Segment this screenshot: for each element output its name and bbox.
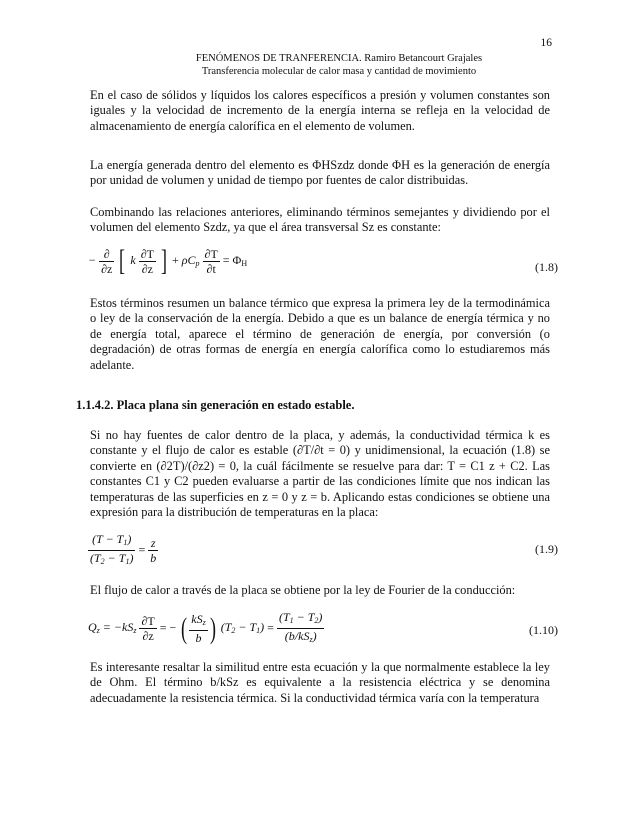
running-header: [0, 52, 638, 78]
equation-number: (1.9): [535, 542, 558, 556]
header-line-2: Transferencia molecular de calor masa y cantidad de movimiento: [201, 66, 477, 77]
paragraph-1: En el caso de sólidos y líquidos los calores específicos a presión y volumen constantes son iguales y la velocidad de incremento de la energía interna se refleja en la velocidad de almacenamiento de energía calorífica en el elemento de volumen.: [90, 88, 550, 133]
equation-1-9: $\frac{(T - T_1)}{(T_2 - T_1)}$ = $\frac{z}{b}$ (1.9): [90, 532, 558, 566]
paragraph-6: El flujo de calor a través de la placa se obtiene por la ley de Fourier de la conducción:: [90, 583, 516, 597]
page-number: 16: [540, 37, 552, 49]
equation-number: (1.8): [535, 260, 558, 274]
equation-1-8: − $\frac{\partial}{\partial z}$ [ k $\frac{\partial T}{\partial z}$ ] + $\rho C_p$ $\frac{\partial T}{\partial t}$ = $\Phi_H$ (1.8): [88, 244, 558, 277]
paragraph-5: Si no hay fuentes de calor dentro de la placa, y además, la conductividad térmica k es constante y el flujo de calor es estable (∂T/∂t = 0) y unidimensional, la ecuación (1.8) se convierte en (∂2T)/(∂z2) = 0, la cuál fácilmente se resuelve para dar: T = C1 z + C2. Las constantes C1 y C2 pueden evaluarse a partir de las condiciones límite que nos indican las temperaturas de las superficies en z = 0 y z = b. Aplicando estas condiciones se obtiene una expresión para la distribución de temperaturas en la placa:: [90, 428, 550, 520]
paragraph-7: Es interesante resaltar la similitud entre esta ecuación y la que normalmente establece la ley de Ohm. El término b/kSz es equivalente a la resistencia eléctrica y se denomina adecuadamente la resistencia térmica. Si la conductividad térmica varía con la temperatura: [90, 660, 550, 705]
equation-1-10: $Q_z = -kS_z$ $\frac{\partial T}{\partial z}$ = − ( $\frac{kS_z}{b}$ ) $(T_2 - T_1)$ = $\frac{(T_1 - T_2)}{(b/kS_z)}$ (1.10): [88, 610, 558, 645]
header-line-1: FENÓMENOS DE TRANFERENCIA. Ramiro Betancourt Grajales: [195, 53, 483, 64]
paragraph-2: La energía generada dentro del elemento es ΦHSzdz donde ΦH es la generación de energía por unidad de volumen y unidad de tiempo por fuentes de calor distribuidas.: [90, 158, 550, 188]
paragraph-4: Estos términos resumen un balance térmico que expresa la primera ley de la termodinámica o ley de la conservación de la energía. Debido a que es un balance de energía térmica y no de energía total, aparece el término de generación de energía, por conversión (o degradación) de otras formas de energía en energía calorífica como lo estudiaremos más adelante.: [90, 296, 550, 372]
section-heading: 1.1.4.2. Placa plana sin generación en estado estable.: [76, 398, 355, 412]
equation-number: (1.10): [529, 623, 558, 637]
paragraph-3: Combinando las relaciones anteriores, eliminando términos semejantes y dividiendo por el volumen del elemento Szdz, ya que el área transversal Sz es constante:: [90, 205, 550, 235]
